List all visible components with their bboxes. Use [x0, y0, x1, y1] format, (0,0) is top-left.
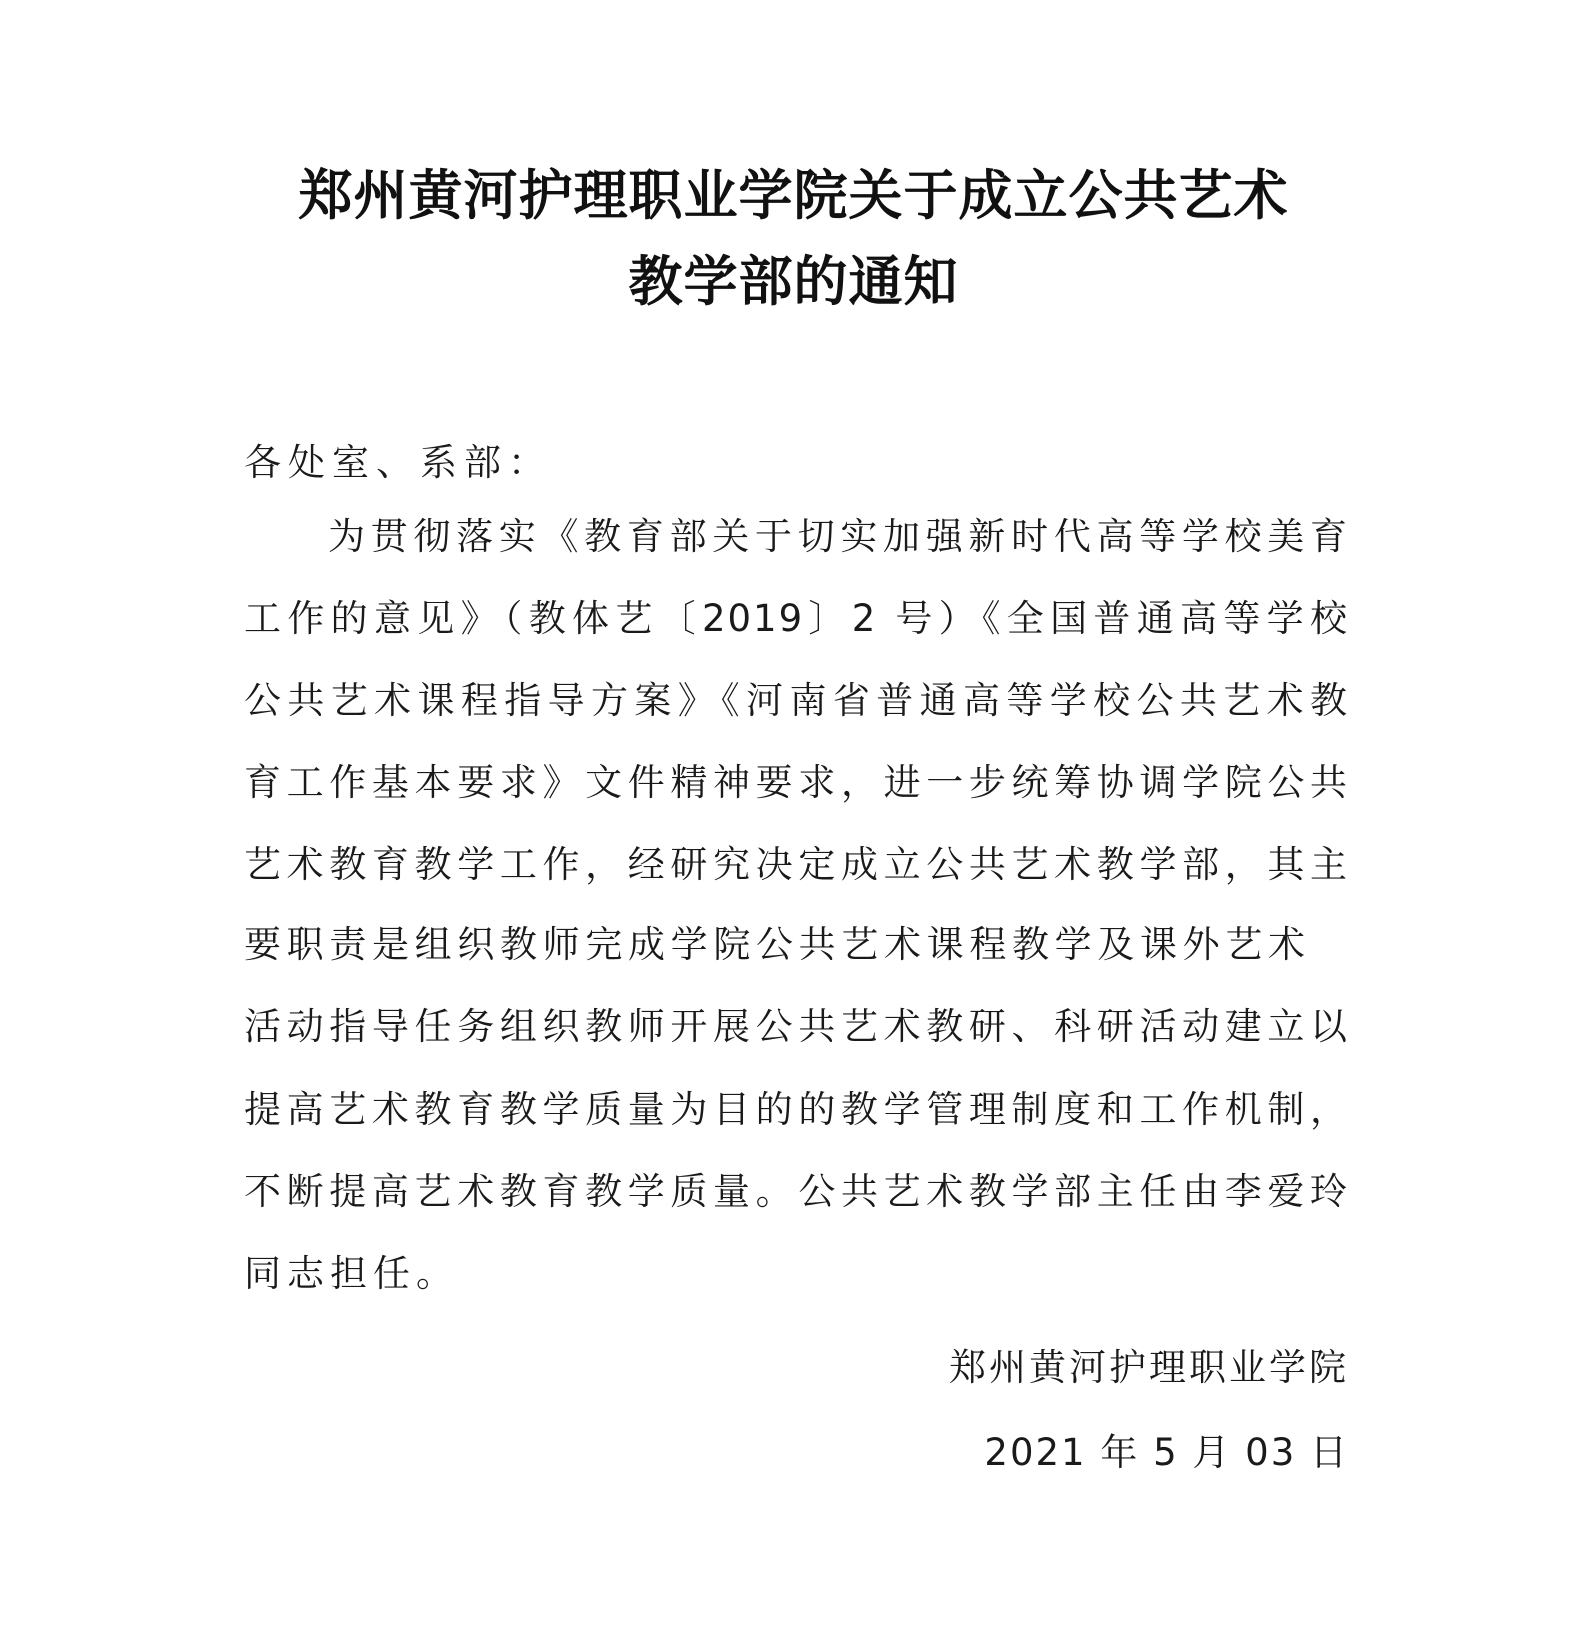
body-line: 活动指导任务组织教师开展公共艺术教研、科研活动建立以: [244, 1005, 1349, 1048]
notice-title-line-1: 郑州黄河护理职业学院关于成立公共艺术: [298, 163, 1289, 227]
body-line: 工作的意见》（教体艺〔2019〕2 号）《全国普通高等学校: [244, 597, 1349, 640]
body-line: 同志担任。: [244, 1252, 459, 1295]
body-line: 不断提高艺术教育教学质量。公共艺术教学部主任由李爱玲: [244, 1170, 1349, 1213]
body-line: 提高艺术教育教学质量为目的的教学管理制度和工作机制，: [244, 1088, 1349, 1131]
body-line: 艺术教育教学工作，经研究决定成立公共艺术教学部，其主: [244, 843, 1349, 886]
body-line: 要职责是组织教师完成学院公共艺术课程教学及课外艺术: [244, 923, 1307, 966]
body-line: 公共艺术课程指导方案》《河南省普通高等学校公共艺术教: [244, 679, 1349, 722]
signature-date: 2021 年 5 月 03 日: [984, 1431, 1349, 1474]
signature-organization: 郑州黄河护理职业学院: [949, 1346, 1349, 1389]
body-line: 育工作基本要求》文件精神要求，进一步统筹协调学院公共: [244, 761, 1349, 804]
salutation: 各处室、系部：: [244, 441, 552, 484]
body-line: 为贯彻落实《教育部关于切实加强新时代高等学校美育: [328, 515, 1349, 558]
notice-title-line-2: 教学部的通知: [628, 249, 959, 313]
